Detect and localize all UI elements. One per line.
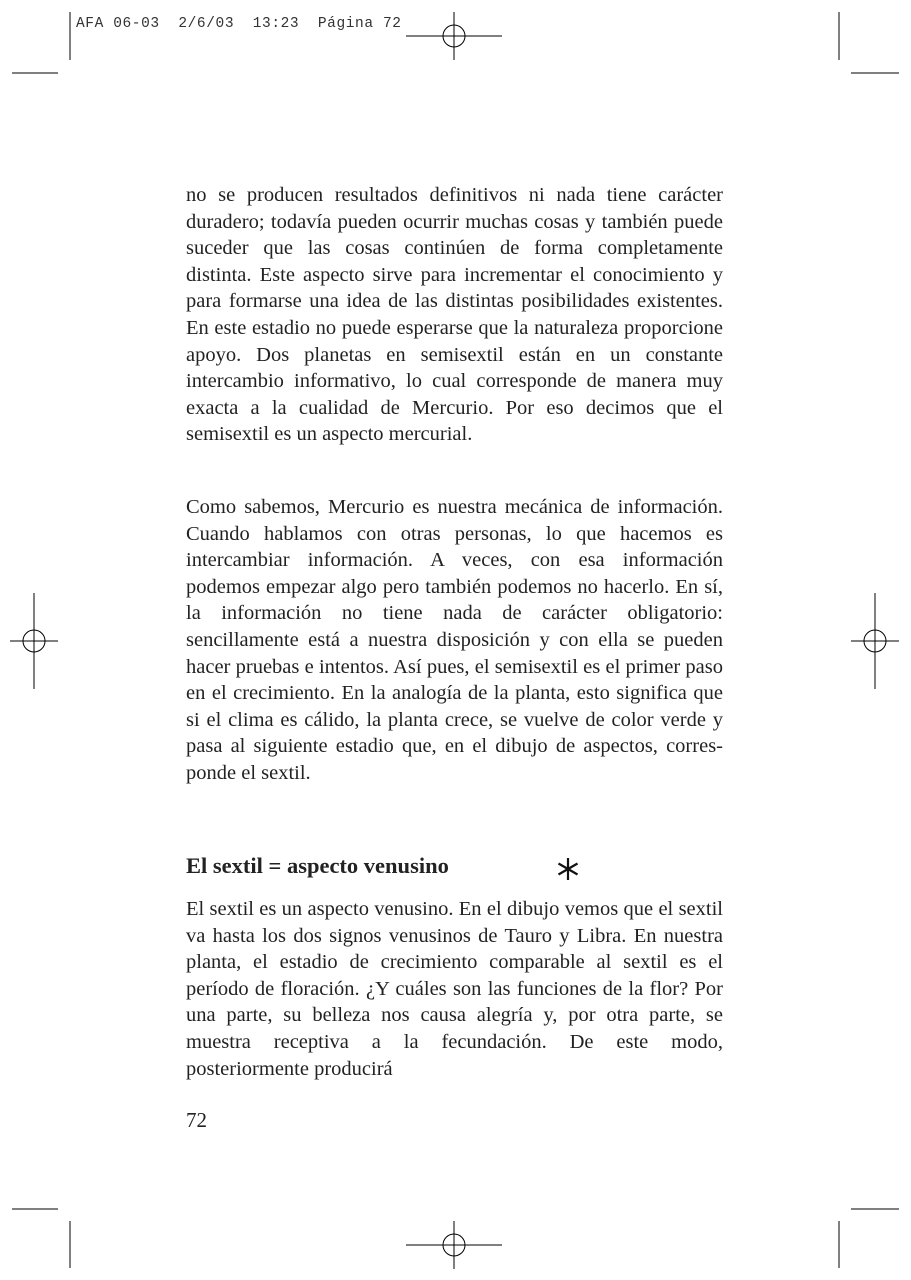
registration-mark-right [851,593,899,689]
body-paragraph: no se producen resultados definitivos ni nada tiene carácter duradero; todavía pueden ocurrir muchas cosas y también puede suceder que las cosas continúen de forma completamente distinta. Este aspecto sirve para incrementar el conocimiento y para formarse una idea de las distintas posibilidades existentes. En este estadio no puede esperarse que la naturaleza proporcione apoyo. Dos planetas en semisextil están en un constante intercambio informativo, lo cual corresponde de manera muy exacta a la cualidad de Mercurio. Por eso decimos que el semisextil es un aspecto mercurial. [186,184,723,446]
section-heading: El sextil = aspecto venusino [186,853,449,878]
registration-mark-bottom [406,1221,502,1269]
body-paragraph: Como sabemos, Mercurio es nuestra mecánica de información. Cuando hablamos con otras personas, lo que hacemos es intercambiar información. A veces, con esa información podemos empezar algo pero también podemos no hacerlo. En sí, la información no tiene nada de carácter obligatorio: sencillamente está a nuestra disposición y con ella se pueden hacer pruebas e intentos. Así pues, el semisextil es el primer paso en el crecimiento. En la analogía de la planta, esto significa que si el clima es cálido, la planta crece, se vuelve de color verde y pasa al siguiente estadio que, en el dibujo de aspectos, corresponde el sextil. [186,496,723,784]
registration-mark-left [10,593,58,689]
printer-slug: AFA 06-03 2/6/03 13:23 Página 72 [76,16,402,32]
registration-mark-top [406,12,502,60]
page-number: 72 [186,1108,207,1132]
sextile-symbol-icon [555,857,581,881]
body-paragraph: El sextil es un aspecto venusino. En el dibujo vemos que el sextil va hasta los dos signos venusinos de Tauro y Libra. En nuestra planta, el estadio de crecimiento comparable al sextil es el período de floración. ¿Y cuáles son las funciones de la flor? Por una parte, su belleza nos causa alegría y, por otra parte, se muestra receptiva a la fecundación. De este modo, posteriormente producirá [186,898,723,1080]
